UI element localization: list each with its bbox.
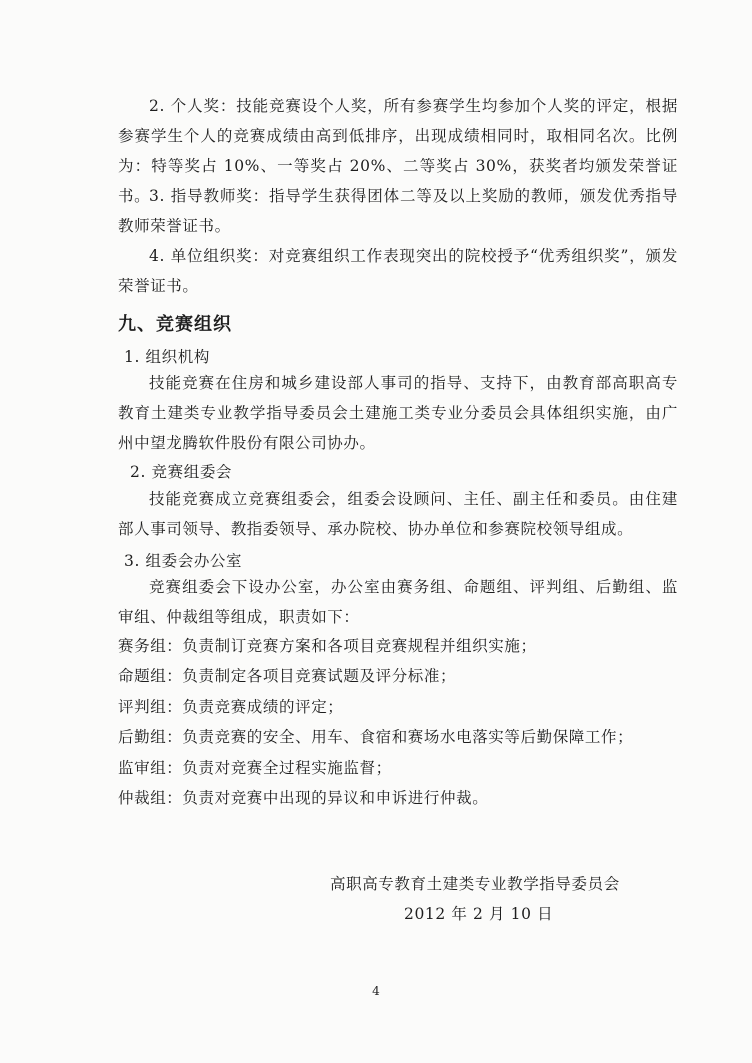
paragraph-individual-award: 2. 个人奖：技能竞赛设个人奖，所有参赛学生均参加个人奖的评定，根据参赛学生个人的竞赛成绩由高到低排序，出现成绩相同时，取相同名次。比例为：特等奖占 10%、一等奖占 20%、二等奖占 30%，获奖者均颁发荣誉证书。 bbox=[118, 97, 678, 205]
duty-line: 仲裁组：负责对竞赛中出现的异议和申诉进行仲裁。 bbox=[118, 789, 489, 807]
signature-organization: 高职高专教育土建类专业教学指导委员会 bbox=[330, 875, 620, 893]
subheading-organization-structure: 1. 组织机构 bbox=[124, 348, 210, 366]
page-number: 4 bbox=[372, 984, 380, 998]
subheading-organizing-committee: 2. 竞赛组委会 bbox=[130, 463, 233, 481]
paragraph-instructor-award: 3. 指导教师奖：指导学生获得团体二等及以上奖励的教师，颁发优秀指导教师荣誉证书。 bbox=[118, 187, 678, 235]
duty-line: 后勤组：负责竞赛的安全、用车、食宿和赛场水电落实等后勤保障工作； bbox=[118, 728, 634, 746]
signature-date: 2012 年 2 月 10 日 bbox=[404, 905, 554, 923]
duty-line: 监审组：负责对竞赛全过程实施监督； bbox=[118, 759, 392, 777]
paragraph-organizing-committee: 技能竞赛成立竞赛组委会，组委会设顾问、主任、副主任和委员。由住建部人事司领导、教指委领导、承办院校、协办单位和参赛院校领导组成。 bbox=[118, 490, 678, 538]
paragraph-organization-award: 4. 单位组织奖：对竞赛组织工作表现突出的院校授予“优秀组织奖”，颁发荣誉证书。 bbox=[118, 247, 678, 295]
duty-line: 命题组：负责制定各项目竞赛试题及评分标准； bbox=[118, 667, 457, 685]
paragraph-committee-office: 竞赛组委会下设办公室，办公室由赛务组、命题组、评判组、后勤组、监审组、仲裁组等组成，职责如下： bbox=[118, 578, 678, 626]
subheading-committee-office: 3. 组委会办公室 bbox=[124, 552, 243, 570]
duty-line: 赛务组：负责制订竞赛方案和各项目竞赛规程并组织实施； bbox=[118, 637, 537, 655]
section-heading-competition-organization: 九、竞赛组织 bbox=[118, 314, 232, 335]
duty-line: 评判组：负责竞赛成绩的评定； bbox=[118, 698, 344, 716]
paragraph-organization-structure: 技能竞赛在住房和城乡建设部人事司的指导、支持下，由教育部高职高专教育土建类专业教学指导委员会土建施工类专业分委员会具体组织实施，由广州中望龙腾软件股份有限公司协办。 bbox=[118, 374, 678, 452]
